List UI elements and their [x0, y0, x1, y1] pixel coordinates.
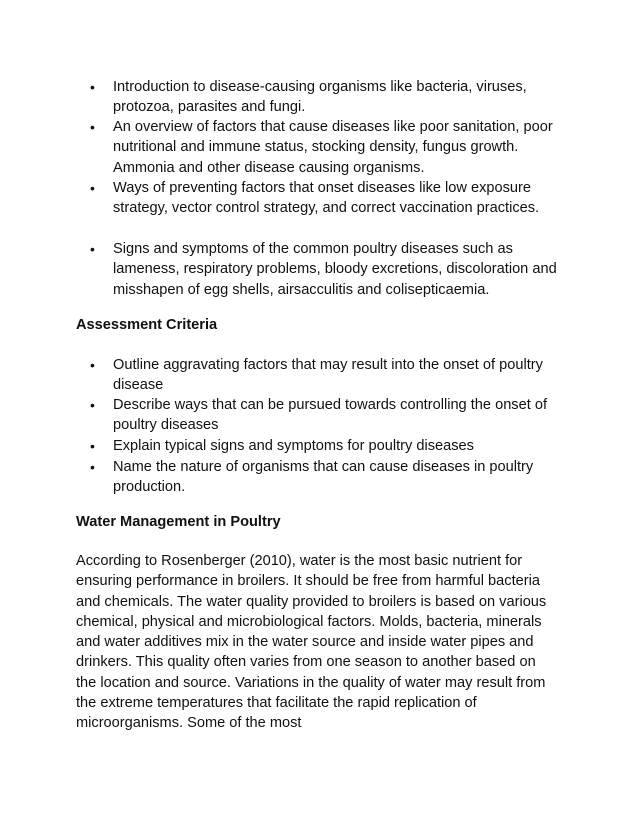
water-management-heading: Water Management in Poultry	[76, 514, 281, 530]
bullet-icon: •	[90, 438, 95, 454]
assessment-criteria-list	[0, 355, 563, 498]
list-item-text: Describe ways that can be pursued towards controlling the onset of poultry diseases	[113, 397, 548, 434]
bullet-icon: •	[90, 357, 95, 373]
list-item-text: An overview of factors that cause diseases like poor sanitation, poor nutritional and immune status, stocking density, fungus growth. Ammonia and other disease causing organisms.	[113, 119, 553, 176]
list-item	[0, 117, 563, 178]
list-item-text: Introduction to disease-causing organisms like bacteria, viruses, protozoa, parasites and fungi.	[113, 79, 527, 116]
list-item-text: Explain typical signs and symptoms for poultry diseases	[113, 438, 474, 454]
bullet-icon: •	[90, 79, 95, 95]
list-item	[0, 77, 563, 117]
intro-topic-list	[0, 77, 563, 300]
list-item-text: Signs and symptoms of the common poultry diseases such as lameness, respiratory problems, bloody excretions, discoloration and misshapen of egg shells, airsacculitis and colisepticaemia.	[113, 241, 557, 298]
list-item-text: Name the nature of organisms that can cause diseases in poultry production.	[113, 459, 534, 496]
list-item	[0, 355, 563, 395]
bullet-icon: •	[90, 397, 95, 413]
list-item-text: Outline aggravating factors that may result into the onset of poultry disease	[113, 357, 543, 394]
list-item	[0, 436, 563, 457]
list-item	[0, 239, 563, 300]
bullet-icon: •	[90, 119, 95, 135]
bullet-icon: •	[90, 459, 95, 475]
assessment-criteria-heading: Assessment Criteria	[76, 317, 218, 333]
list-item	[0, 178, 563, 239]
bullet-icon: •	[90, 241, 95, 257]
bullet-icon: •	[90, 180, 95, 196]
water-management-paragraph: According to Rosenberger (2010), water is the most basic nutrient for ensuring performance in broilers. It should be free from harmful bacteria and chemicals. The water quality provided to broilers is based on various chemical, physical and microbiological factors. Molds, bacteria, minerals and water additives mix in the water source and inside water pipes and drinkers. This quality often varies from one season to another based on the location and source. Variations in the quality of water may result from the extreme temperatures that facilitate the rapid replication of microorganisms. Some of the most	[76, 553, 547, 732]
list-item-text: Ways of preventing factors that onset diseases like low exposure strategy, vector control strategy, and correct vaccination practices.	[113, 180, 540, 217]
list-item	[0, 395, 563, 436]
list-item	[0, 457, 563, 498]
